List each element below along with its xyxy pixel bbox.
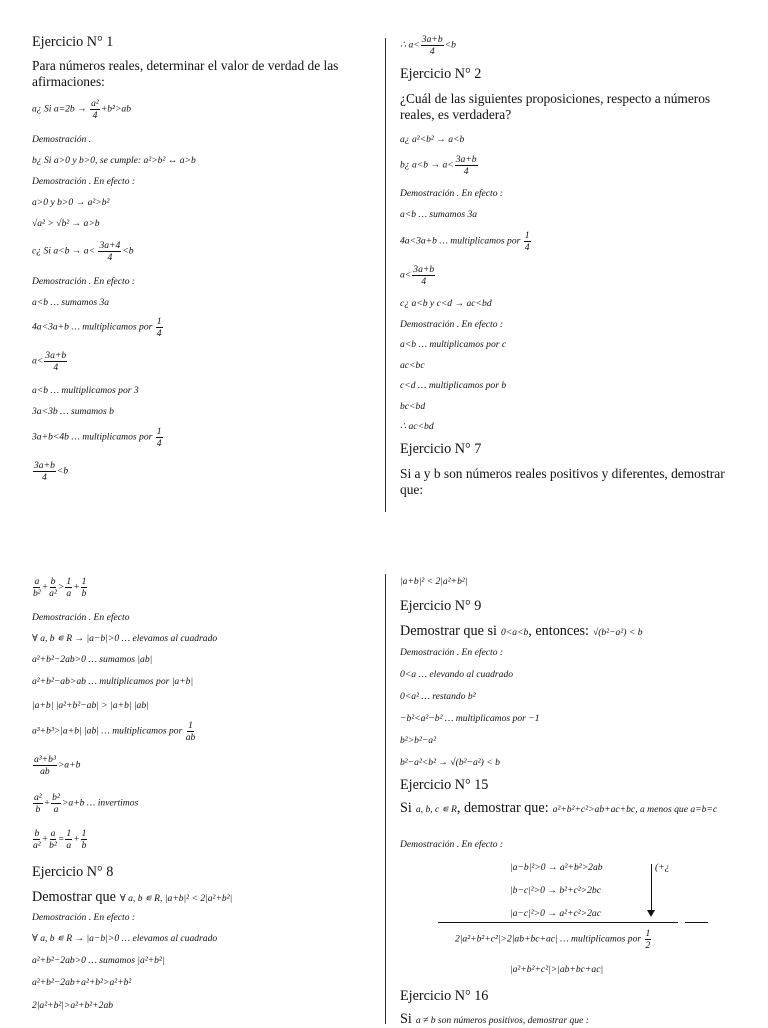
ej2-statement: ¿Cuál de las siguientes proposiciones, respecto a números reales, es verdadera? — [400, 91, 711, 122]
math-step: −b²<a²−b² … multiplicamos por −1 — [400, 713, 540, 724]
math-step: 4a<3a+b … multiplicamos por $\frac{1}{4}$ — [400, 230, 530, 253]
math-step: b²>b²−a² — [400, 735, 436, 746]
ej2-title: Ejercicio N° 2 — [400, 66, 482, 82]
math-step: $\frac{\text{a²}}{b}$ + $\frac{\text{b²}}{a}$ >a+b … invertimos — [34, 792, 139, 815]
ej16-title: Ejercicio N° 16 — [400, 988, 489, 1004]
math-step: bc<bd — [400, 401, 426, 412]
ej8-statement: Demostrar que ∀ a, b ∊ R, |a+b|² < 2|a²+b²| — [32, 889, 233, 905]
demostracion-label: Demostración . En efecto : — [400, 839, 504, 850]
arrow-head-icon — [647, 910, 655, 917]
ej9-title: Ejercicio N° 9 — [400, 598, 482, 614]
math-step: ∴ ac<bd — [400, 421, 434, 432]
demostracion-label: Demostración . En efecto : — [32, 912, 136, 923]
math-step: $\frac{b}{\text{a²}}$ + $\frac{a}{\text{b²}}$ = $\frac{1}{a}$ + $\frac{1}{b}$ — [33, 828, 87, 851]
math-step: c<d … multiplicamos por b — [400, 380, 507, 391]
demostracion-label: Demostración . En efecto : — [32, 276, 136, 287]
math-step: √a² > √b² → a>b — [32, 218, 100, 229]
ej1-item-a: a¿ Si a=2b → $\frac{\text{a²}}{4}$ +b²>ab — [32, 98, 132, 121]
math-step: 3a<3b … sumamos b — [32, 406, 114, 417]
math-step: a²+b²−ab>ab … multiplicamos por |a+b| — [32, 676, 194, 687]
math-step: 3a+b<4b … multiplicamos por $\frac{1}{4}$ — [32, 426, 162, 449]
ej1-item-b: b¿ Si a>0 y b>0, se cumple: a²>b² ↔ a>b — [32, 155, 196, 166]
ej2-item-b: b¿ a<b → a< $\frac{3a+b}{4}$ — [400, 154, 477, 177]
math-step: |b−c|²>0 → b²+c²>2bc — [510, 885, 601, 896]
math-step: a<b … multiplicamos por 3 — [32, 385, 139, 396]
ej1-statement: Para números reales, determinar el valor de verdad de las afirmaciones: — [32, 58, 339, 89]
math-step: a³+b³>|a+b| |ab| … multiplicamos por $\frac{1}{ab}$ — [32, 720, 196, 743]
column-divider — [385, 38, 386, 512]
math-step: a²+b²−2ab>0 … sumamos |a²+b²| — [32, 955, 165, 966]
sum-rule — [685, 922, 708, 923]
math-step: |a−b|²>0 → a²+b²>2ab — [510, 862, 603, 873]
math-step: 0<a … elevando al cuadrado — [400, 669, 514, 680]
math-step: a>0 y b>0 → a²>b² — [32, 197, 110, 208]
ej1-title: Ejercicio N° 1 — [32, 34, 114, 50]
demostracion-label: Demostración . En efecto : — [32, 176, 136, 187]
demostracion-label: Demostración . En efecto : — [400, 319, 504, 330]
ej7-title: Ejercicio N° 7 — [400, 441, 482, 457]
ej1-item-c: c¿ Si a<b → a< $\frac{3a+4}{4}$ <b — [32, 240, 134, 263]
math-step: a< $\frac{3a+b}{4}$ — [400, 264, 435, 287]
math-step: a<b … sumamos 3a — [32, 297, 110, 308]
math-step: ac<bc — [400, 360, 425, 371]
math-step: a²+b²−2ab>0 … sumamos |ab| — [32, 654, 153, 665]
top-page — [0, 0, 768, 512]
math-step: ∴ a< $\frac{3a+b}{4}$ <b — [400, 34, 456, 57]
ej16-statement: Si a ≠ b son números positivos, demostrar que : — [400, 1011, 589, 1027]
math-step: ∀ a, b ∊ R → |a−b|>0 … elevamos al cuadrado — [32, 633, 218, 644]
math-step: |a+b| |a²+b²−ab| > |a+b| |ab| — [32, 700, 149, 711]
math-step: 0<a² … restando b² — [400, 691, 476, 702]
ej15-title: Ejercicio N° 15 — [400, 777, 489, 793]
math-step: a²+b²−2ab+a²+b²>a²+b² — [32, 977, 132, 988]
demostracion-label: Demostración . En efecto — [32, 612, 130, 623]
math-step: b²−a²<b² → √(b²−a²) < b — [400, 757, 500, 768]
ej2-item-a: a¿ a²<b² → a<b — [400, 134, 465, 145]
column-divider — [385, 574, 386, 1024]
ej7-statement: Si a y b son números reales positivos y diferentes, demostrar que: — [400, 466, 725, 497]
math-step: a< $\frac{3a+b}{4}$ — [32, 350, 67, 373]
math-step: 2|a²+b²|>a²+b²+2ab — [32, 1000, 114, 1011]
demostracion-label: Demostración . En efecto : — [400, 188, 504, 199]
ej8-title: Ejercicio N° 8 — [32, 864, 114, 880]
math-step: |a²+b²+c²|>|ab+bc+ac| — [510, 964, 604, 975]
math-step: ∀ a, b ∊ R → |a−b|>0 … elevamos al cuadrado — [32, 933, 218, 944]
math-step: $\frac{3a+b}{4}$ <b — [34, 460, 69, 483]
ej15-statement: Si a, b, c ∊ R, demostrar que: a²+b²+c²>ab+ac+bc, a menos que a=b=c — [400, 800, 718, 816]
math-step: a<b … sumamos 3a — [400, 209, 478, 220]
demostracion-label: Demostración . — [32, 134, 92, 145]
ej2-item-c: c¿ a<b y c<d → ac<bd — [400, 298, 492, 309]
math-step: |a−c|²>0 → a²+c²>2ac — [510, 908, 601, 919]
bottom-page — [0, 512, 768, 1027]
sum-marker: (+¿ — [655, 862, 670, 873]
demostracion-label: Demostración . En efecto : — [400, 647, 504, 658]
math-step: 4a<3a+b … multiplicamos por $\frac{1}{4}$ — [32, 316, 162, 339]
ej7-inequality: $\frac{a}{\text{b²}}$ + $\frac{b}{\text{a²}}$ > $\frac{1}{a}$ + $\frac{1}{b}$ — [33, 576, 87, 599]
arrow-down-icon — [651, 864, 652, 912]
math-step: a<b … multiplicamos por c — [400, 339, 507, 350]
math-step: 2|a²+b²+c²|>2|ab+bc+ac| … multiplicamos por $\frac{1}{2}$ — [455, 928, 651, 951]
math-step: $\frac{\text{a³+b³}}{ab}$ >a+b — [34, 754, 81, 777]
ej9-statement: Demostrar que si 0<a<b, entonces: √(b²−a²) < b — [400, 623, 643, 639]
math-step: |a+b|² < 2|a²+b²| — [400, 576, 468, 587]
sum-rule — [438, 922, 678, 923]
